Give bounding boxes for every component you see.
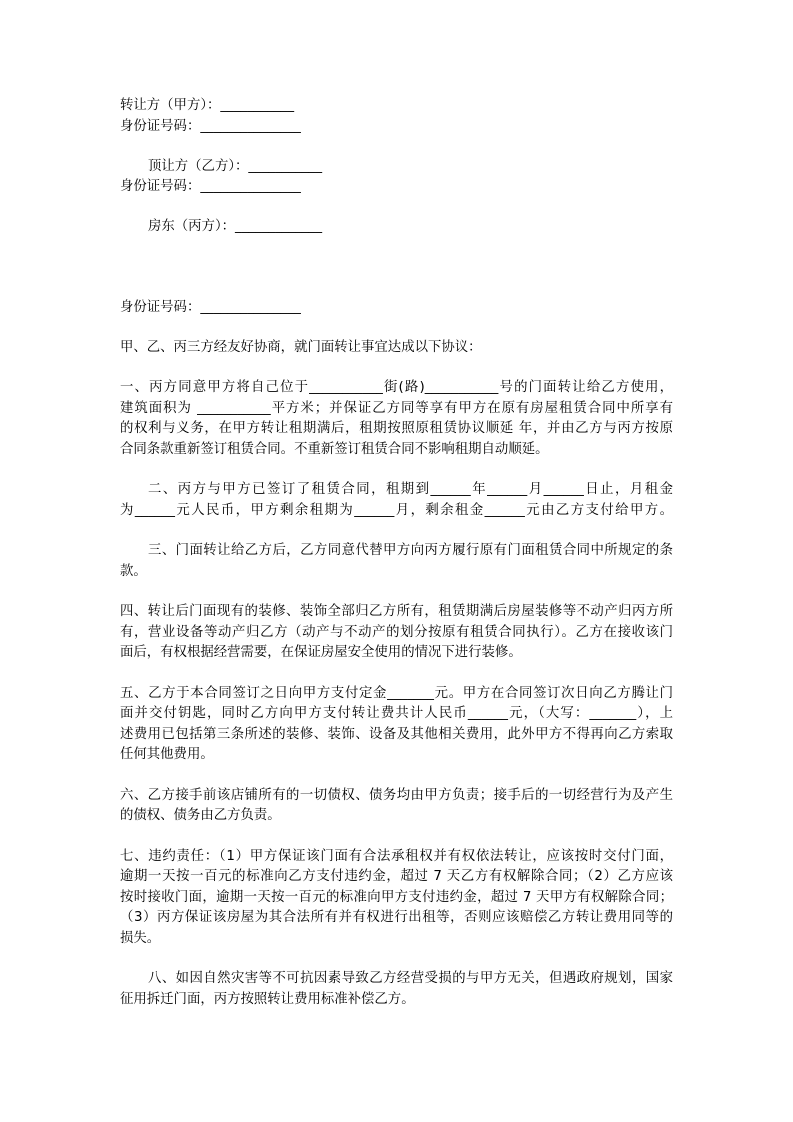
clause-1-line-1: 一、丙方同意甲方将自己位于___________街(路)___________号的门面转让给乙方使用， (120, 380, 673, 395)
party-a-id-line: 身份证号码：_______________ (120, 119, 301, 134)
clause-7-line-3: 按时接收门面，逾期一天按一百元的标准向甲方支付违约金，超过 7 天甲方有权解除合同； (120, 890, 673, 905)
clause-4-line-3: 面后，有权根据经营需要，在保证房屋安全使用的情况下进行装修。 (120, 645, 522, 660)
clause-3-line-1: 三、门面转让给乙方后，乙方同意代替甲方向丙方履行原有门面租赁合同中所规定的条 (148, 543, 673, 558)
party-b-id-line: 身份证号码：_______________ (120, 179, 301, 194)
clause-5-line-4: 任何其他费用。 (120, 747, 214, 762)
clause-1-line-2: 建筑面积为 ___________平方米；并保证乙方同等享有甲方在原有房屋租赁合同中所享有 (120, 401, 673, 416)
clause-1-line-4: 合同条款重新签订租赁合同。不重新签订租赁合同不影响租期自动顺延。 (120, 442, 549, 457)
clause-5-line-1: 五、乙方于本合同签订之日向甲方支付定金_______元。甲方在合同签订次日向乙方腾让门 (120, 686, 673, 701)
clause-2-line-1: 二、丙方与甲方已签订了租赁合同，租期到______年______月______日止，月租金 (148, 482, 673, 497)
party-b-line: 顶让方（乙方）：___________ (148, 159, 323, 174)
party-c-line: 房东（丙方）：_____________ (148, 219, 323, 234)
clause-6-line-1: 六、乙方接手前该店铺所有的一切债权、债务均由甲方负责；接手后的一切经营行为及产生 (120, 788, 673, 803)
clause-2-line-2: 为______元人民币，甲方剩余租期为______月，剩余租金______元由乙方支付给甲方。 (120, 503, 673, 518)
clause-8-line-1: 八、如因自然灾害等不可抗因素导致乙方经营受损的与甲方无关，但遇政府规划，国家 (148, 971, 673, 986)
clause-7-line-2: 逾期一天按一百元的标准向乙方支付违约金，超过 7 天乙方有权解除合同；（2）乙方应该 (120, 869, 673, 884)
clause-7-line-5: 损失。 (120, 931, 161, 946)
clause-4-line-2: 有，营业设备等动产归乙方（动产与不动产的划分按原有租赁合同执行）。乙方在接收该门 (120, 625, 673, 640)
clause-1-line-3: 的权利与义务，在甲方转让租期满后，租期按照原租赁协议顺延 年，并由乙方与丙方按原 (120, 421, 673, 436)
clause-5-line-2: 面并交付钥匙，同时乙方向甲方支付转让费共计人民币______元，（大写：_______），上 (120, 706, 673, 721)
clause-5-line-3: 述费用已包括第三条所述的装修、装饰、设备及其他相关费用，此外甲方不得再向乙方索取 (120, 727, 673, 742)
clause-4-line-1: 四、转让后门面现有的装修、装饰全部归乙方所有，租赁期满后房屋装修等不动产归丙方所 (120, 604, 673, 619)
clause-7-line-4: （3）丙方保证该房屋为其合法所有并有权进行出租等，否则应该赔偿乙方转让费用同等的 (120, 910, 673, 925)
clause-8-line-2: 征用拆迁门面，丙方按照转让费用标准补偿乙方。 (120, 992, 415, 1007)
clause-3-line-2: 款。 (120, 564, 147, 579)
party-c-id-line: 身份证号码：_______________ (120, 300, 301, 315)
party-a-line: 转让方（甲方）：___________ (120, 98, 295, 113)
clause-6-line-2: 的债权、债务由乙方负责。 (120, 808, 281, 823)
intro-line: 甲、乙、丙三方经友好协商，就门面转让事宜达成以下协议： (120, 340, 482, 355)
clause-7-line-1: 七、违约责任：（1）甲方保证该门面有合法承租权并有权依法转让，应该按时交付门面， (120, 849, 673, 864)
